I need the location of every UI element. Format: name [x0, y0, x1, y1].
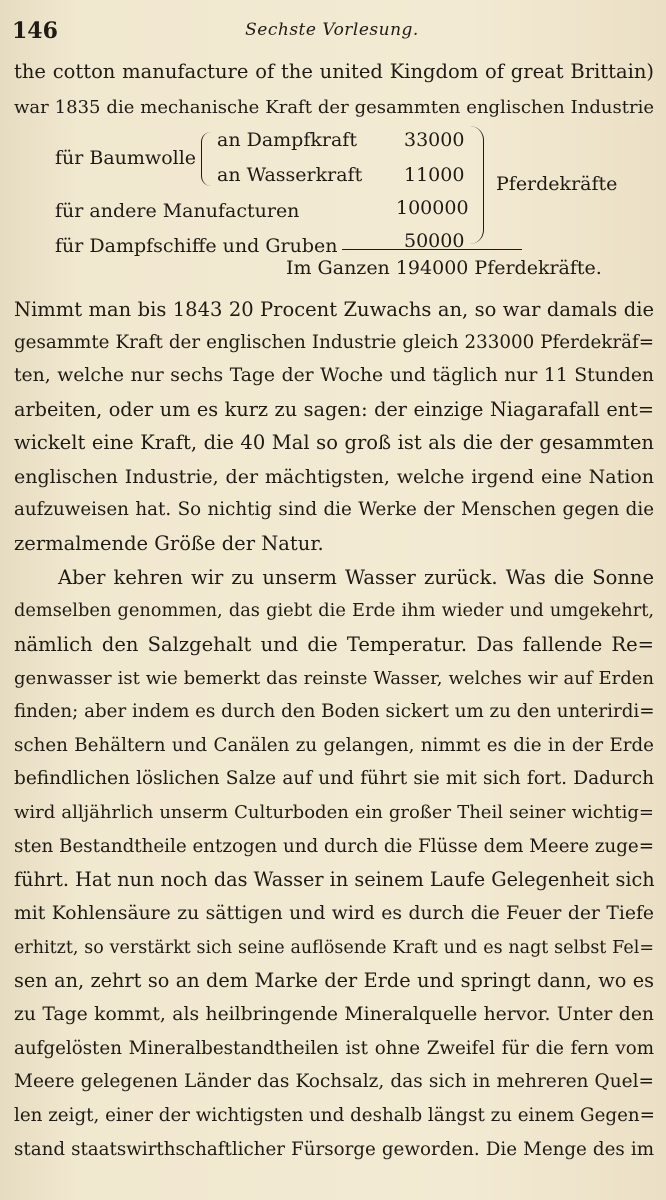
text-line: arbeiten, oder um es kurz zu sagen: der einzige Niagarafall ent=: [14, 398, 654, 421]
text-line: sten Bestandtheile entzogen und durch die Flüsse dem Meere zuge=: [14, 836, 654, 857]
table-label-wasser: an Wasserkraft: [217, 164, 363, 186]
text-line: führt. Hat nun noch das Wasser in seinem Laufe Gelegenheit sich: [14, 868, 655, 891]
table-value-manufacturen: 100000: [396, 197, 469, 219]
text-line: demselben genommen, das giebt die Erde ihm wieder und umgekehrt,: [14, 601, 654, 621]
text-line: sen an, zehrt so an dem Marke der Erde und springt dann, wo es: [14, 969, 654, 992]
text-line: Meere gelegenen Länder das Kochsalz, das sich in mehreren Quel=: [14, 1071, 654, 1092]
text-line: befindlichen löslichen Salze auf und führt sie mit sich fort. Dadurch: [14, 768, 654, 789]
table-label-manufacturen: für andere Manufacturen: [55, 200, 300, 222]
page-number: 146: [12, 18, 58, 44]
text-line: erhitzt, so verstärkt sich seine auflösende Kraft und es nagt selbst Fel=: [14, 938, 654, 958]
text-line: wickelt eine Kraft, die 40 Mal so groß ist als die der gesammten: [14, 431, 654, 454]
table-value-wasser: 11000: [404, 164, 465, 186]
text-line: len zeigt, einer der wichtigsten und deshalb längst zu einem Gegen=: [14, 1105, 655, 1126]
text-line: wird alljährlich unserm Culturboden ein großer Theil seiner wichtig=: [14, 802, 654, 823]
table-unit-label: Pferdekräfte: [496, 173, 618, 195]
left-brace: [201, 132, 212, 186]
page-header: [12, 12, 652, 46]
text-line: stand staatswirthschaftlicher Fürsorge geworden. Die Menge des im: [14, 1139, 654, 1160]
table-value-dampf: 33000: [404, 129, 465, 151]
table-total: Im Ganzen 194000 Pferdekräfte.: [286, 257, 602, 279]
table-label-baumwolle: für Baumwolle: [55, 147, 197, 169]
running-head: Sechste Vorlesung.: [245, 20, 419, 40]
text-line: finden; aber indem es durch den Boden sickert um zu den unterirdi=: [14, 701, 655, 722]
text-line: Nimmt man bis 1843 20 Procent Zuwachs an, so war damals die: [14, 298, 654, 321]
text-line: mit Kohlensäure zu sättigen und wird es durch die Feuer der Tiefe: [14, 903, 654, 924]
right-brace: [469, 126, 484, 244]
text-line: zu Tage kommt, als heilbringende Mineralquelle hervor. Unter den: [14, 1004, 654, 1025]
text-line: aufzuweisen hat. So nichtig sind die Werke der Menschen gegen die: [14, 499, 654, 520]
text-line: the cotton manufacture of the united Kingdom of great Brittain): [14, 60, 654, 83]
text-line: schen Behältern und Canälen zu gelangen, nimmt es die in der Erde: [14, 735, 654, 756]
text-line: genwasser ist wie bemerkt das reinste Wasser, welches wir auf Erden: [14, 668, 654, 689]
text-line: englischen Industrie, der mächtigsten, welche irgend eine Nation: [14, 466, 654, 488]
text-line: zermalmende Größe der Natur.: [14, 532, 324, 555]
table-value-schiffe: 50000: [404, 230, 465, 252]
text-line: Aber kehren wir zu unserm Wasser zurück. Was die Sonne: [58, 566, 654, 589]
text-line: war 1835 die mechanische Kraft der gesammten englischen Industrie: [14, 97, 654, 118]
table-label-dampf: an Dampfkraft: [217, 129, 357, 151]
text-line: nämlich den Salzgehalt und die Temperatur. Das fallende Re=: [14, 633, 654, 656]
text-line: aufgelösten Mineralbestandtheilen ist ohne Zweifel für die fern vom: [14, 1038, 654, 1059]
text-line: ten, welche nur sechs Tage der Woche und täglich nur 11 Stunden: [14, 365, 654, 386]
table-label-schiffe: für Dampfschiffe und Gruben: [55, 235, 338, 257]
text-line: gesammte Kraft der englischen Industrie gleich 233000 Pferdekräf=: [14, 332, 654, 353]
sum-rule: [342, 249, 522, 250]
